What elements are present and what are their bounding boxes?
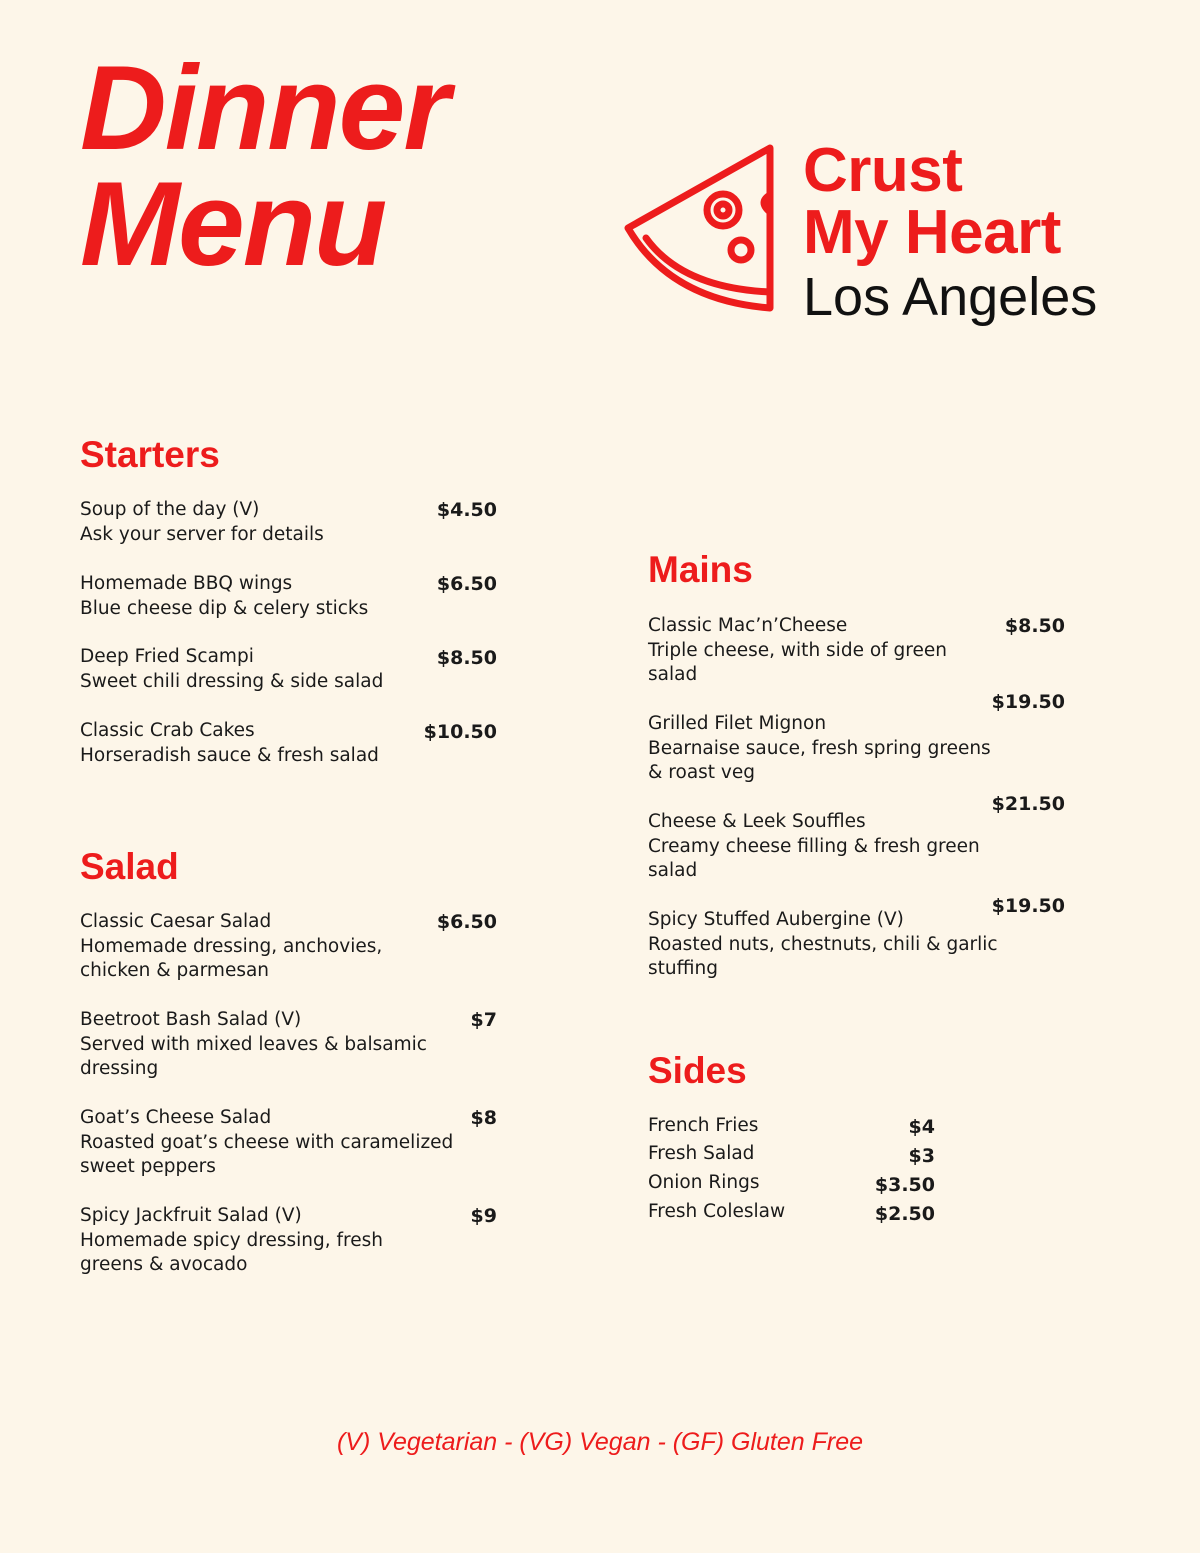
item-name: Soup of the day (V) xyxy=(80,499,260,520)
item-description: Triple cheese, with side of green salad xyxy=(648,639,947,685)
item-name: Classic Crab Cakes xyxy=(80,720,255,741)
restaurant-logo xyxy=(620,136,1120,330)
section-title-mains: Mains xyxy=(648,549,753,590)
side-item-price: $3.50 xyxy=(874,1174,935,1196)
side-item-name: Onion Rings xyxy=(648,1172,760,1193)
menu-item xyxy=(648,614,978,688)
item-name: Deep Fried Scampi xyxy=(80,646,254,667)
menu-item xyxy=(80,645,440,694)
menu-item xyxy=(80,910,450,984)
brand-line-my-heart: My Heart xyxy=(803,198,1061,267)
side-item-price: $2.50 xyxy=(874,1203,935,1225)
item-description: Bearnaise sauce, fresh spring greens & roast veg xyxy=(648,737,991,783)
item-name: Homemade BBQ wings xyxy=(80,573,293,594)
item-price: $10.50 xyxy=(423,721,497,743)
item-description: Roasted goat’s cheese with caramelized sweet peppers xyxy=(80,1131,454,1177)
item-price: $7 xyxy=(470,1009,497,1031)
item-name: Grilled Filet Mignon xyxy=(648,713,827,734)
item-description: Creamy cheese filling & fresh green salad xyxy=(648,835,980,881)
item-name: Classic Mac’n’Cheese xyxy=(648,615,848,636)
item-name: Beetroot Bash Salad (V) xyxy=(80,1009,302,1030)
menu-item xyxy=(80,572,440,621)
item-description: Served with mixed leaves & balsamic dressing xyxy=(80,1033,427,1079)
item-name: Spicy Jackfruit Salad (V) xyxy=(80,1205,302,1226)
side-item-name: Fresh Coleslaw xyxy=(648,1201,786,1222)
item-price: $9 xyxy=(470,1205,497,1227)
item-price: $19.50 xyxy=(991,895,1065,917)
item-price: $21.50 xyxy=(991,793,1065,815)
page-title xyxy=(80,41,449,291)
item-price: $4.50 xyxy=(436,499,497,521)
item-description: Horseradish sauce & fresh salad xyxy=(80,744,379,766)
menu-item xyxy=(648,712,1008,786)
title-line-dinner: Dinner xyxy=(80,41,449,175)
menu-item xyxy=(80,719,440,768)
item-description: Ask your server for details xyxy=(80,523,324,545)
item-price: $8 xyxy=(470,1107,497,1129)
item-description: Homemade spicy dressing, fresh greens & avocado xyxy=(80,1229,383,1275)
menu-item xyxy=(80,1008,450,1082)
title-line-menu: Menu xyxy=(80,157,386,291)
item-description: Homemade dressing, anchovies, chicken & parmesan xyxy=(80,935,383,981)
item-price: $8.50 xyxy=(1004,615,1065,637)
section-title-starters: Starters xyxy=(80,434,220,475)
menu-item xyxy=(80,498,440,547)
side-item-price: $3 xyxy=(908,1145,935,1167)
dietary-legend: (V) Vegetarian - (VG) Vegan - (GF) Gluten Free xyxy=(336,1428,864,1456)
item-price: $6.50 xyxy=(436,573,497,595)
item-price: $19.50 xyxy=(991,691,1065,713)
menu-item xyxy=(648,908,1008,982)
item-name: Classic Caesar Salad xyxy=(80,911,272,932)
pizza-slice-icon xyxy=(620,140,780,320)
menu-item xyxy=(648,810,988,884)
item-name: Spicy Stuffed Aubergine (V) xyxy=(648,909,904,930)
menu-item xyxy=(80,1204,420,1278)
brand-location: Los Angeles xyxy=(803,267,1098,327)
item-price: $6.50 xyxy=(436,911,497,933)
brand-line-crust: Crust xyxy=(803,136,963,205)
item-price: $8.50 xyxy=(436,647,497,669)
menu-item xyxy=(80,1106,470,1180)
section-title-sides: Sides xyxy=(648,1050,747,1091)
item-description: Blue cheese dip & celery sticks xyxy=(80,597,369,619)
item-description: Sweet chili dressing & side salad xyxy=(80,670,384,692)
item-name: Goat’s Cheese Salad xyxy=(80,1107,272,1128)
section-title-salad: Salad xyxy=(80,846,179,887)
brand-name xyxy=(803,136,1098,330)
side-item-price: $4 xyxy=(908,1116,935,1138)
item-name: Cheese & Leek Souffles xyxy=(648,811,866,832)
side-item-name: Fresh Salad xyxy=(648,1143,755,1164)
side-item-name: French Fries xyxy=(648,1115,759,1136)
item-description: Roasted nuts, chestnuts, chili & garlic stuffing xyxy=(648,933,998,979)
